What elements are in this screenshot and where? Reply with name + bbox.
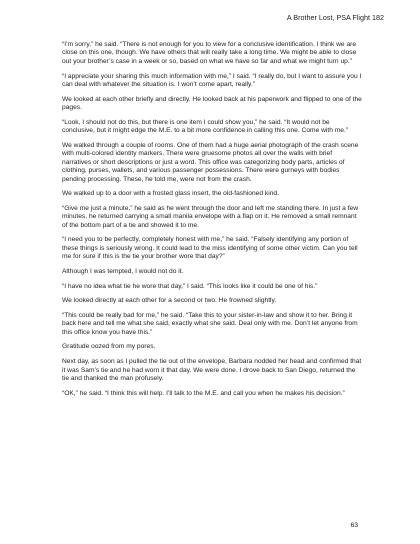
paragraph: “Give me just a minute,” he said as he went through the door and left me standing there. In just a few minutes, he returned carrying a small manila envelope with a flap on it. He removed a small remnant of the bottom part of a tie and showed it to me. [62, 204, 359, 229]
paragraph: Gratitude oozed from my pores. [62, 343, 156, 351]
paragraph: “I’m sorry,” he said. “There is not enough for you to view for a conclusive identification. I think we are close on this one, though. We have others that will really take a long time. We might be able to close out your brother’s case in a week or so, based on what we have so far and what we might turn up.” [62, 41, 357, 65]
paragraph: Next day, as soon as I pulled the tie out of the envelope, Barbara nodded her head and confirmed that it was Sam’s tie and he had worn it that day. We were done. I drove back to San Diego, returned the tie and thanked the man profusely. [62, 358, 362, 383]
body-text [62, 41, 362, 404]
paragraph: “This could be really bad for me,” he said. “Take this to your sister-in-law and show it to her. Bring it back here and tell me what she said, exactly what she said. Deal only with me. Don’t let anyone from this office know you have this.” [62, 311, 358, 336]
paragraph: “OK,” he said. “I think this will help. I’ll talk to the M.E. and call you when he makes his decision.” [62, 389, 345, 397]
paragraph: “I appreciate your sharing this much information with me,” I said. “I really do, but I want to assure you I can deal with whatever the situation is. I won’t come apart, really.” [62, 72, 362, 88]
paragraph: We looked directly at each other for a second or two. He frowned slightly. [62, 297, 277, 305]
paragraph: “Look, I should not do this, but there is one item I could show you,” he said. “It would not be conclusive, but it might edge the M.E. to a bit more confidence in calling this one. Come with me.” [62, 118, 349, 135]
paragraph: Although I was tempted, I would not do it. [62, 268, 184, 276]
paragraph: We walked through a couple of rooms. One of them had a huge aerial photograph of the crash scene with multi-colored identity markers. There were gruesome photos all over the walls with brief narratives or short descriptions or just a word. This office was categorizing body parts, articles of clothing, purses, wallets, and various passenger possessions. There were gurneys with bodies pending processing. These, he told me, were not from the crash. [62, 141, 359, 183]
running-header: A Brother Lost, PSA Flight 182 [286, 13, 384, 22]
paragraph: “I need you to be perfectly, completely honest with me,” he said. “Falsely identifying any portion of these things is seriously wrong. It could lead to the miss identifying of some other victim. Can you tell me for sure if this is the tie your brother wore that day?” [62, 236, 358, 261]
page-number: 63 [350, 522, 358, 529]
paragraph: “I have no idea what tie he wore that day,” I said. “This looks like it could be one of his.” [62, 282, 318, 290]
paragraph: We looked at each other briefly and directly. He looked back at his paperwork and flipped to one of the pages. [62, 95, 362, 112]
paragraph: We walked up to a door with a frosted glass insert, the old-fashioned kind. [62, 190, 279, 198]
